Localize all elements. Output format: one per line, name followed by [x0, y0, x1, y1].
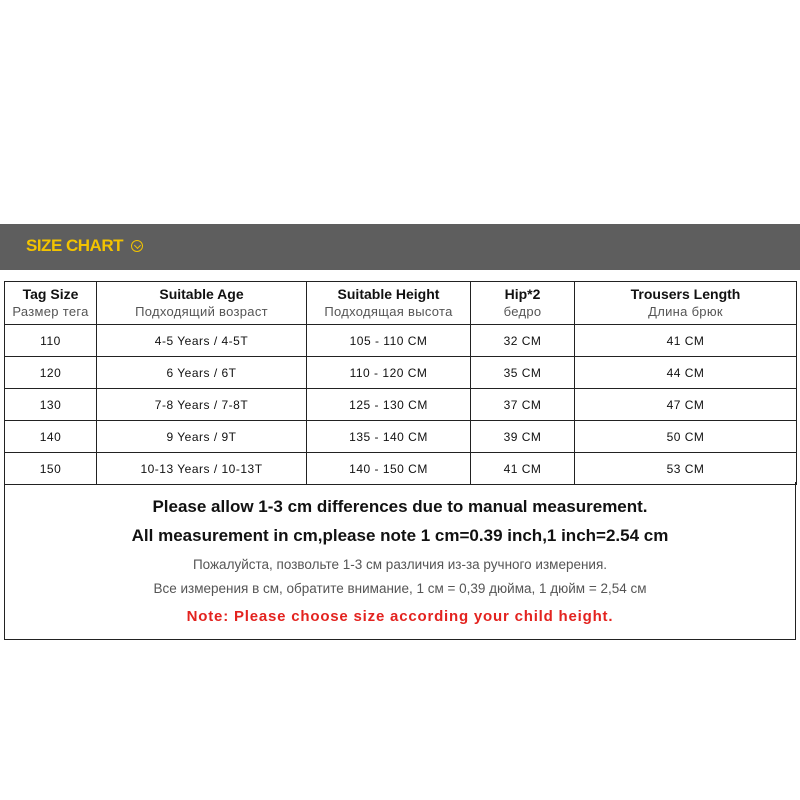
- header-suitable-height: [307, 282, 471, 325]
- header-hip: [471, 282, 575, 325]
- cell-length: 47 CM: [575, 389, 797, 421]
- cell-length: 44 CM: [575, 357, 797, 389]
- note-conversion: All measurement in cm,please note 1 cm=0.39 inch,1 inch=2.54 cm: [131, 526, 669, 545]
- cell-age: 6 Years / 6T: [97, 357, 307, 389]
- note-warning: Note: Please choose size according your child height.: [186, 608, 614, 625]
- table-row: [5, 389, 797, 421]
- table-row: [5, 421, 797, 453]
- cell-height: 135 - 140 CM: [307, 421, 471, 453]
- cell-height: 110 - 120 CM: [307, 357, 471, 389]
- cell-height: 140 - 150 CM: [307, 453, 471, 485]
- header-label-ru: Подходящий возраст: [135, 304, 268, 319]
- cell-length: 50 CM: [575, 421, 797, 453]
- note-conversion-ru: Все измерения в см, обратите внимание, 1 см = 0,39 дюйма, 1 дюйм = 2,54 см: [153, 581, 647, 596]
- cell-tag-size: 110: [5, 325, 97, 357]
- cell-length: 53 CM: [575, 453, 797, 485]
- header-suitable-age: [97, 282, 307, 325]
- cell-length: 41 CM: [575, 325, 797, 357]
- header-label: Suitable Height: [337, 286, 440, 302]
- cell-hip: 35 CM: [471, 357, 575, 389]
- cell-age: 7-8 Years / 7-8T: [97, 389, 307, 421]
- notes-box: [4, 482, 796, 640]
- cell-hip: 39 CM: [471, 421, 575, 453]
- header-label-ru: бедро: [503, 304, 542, 319]
- cell-age: 10-13 Years / 10-13T: [97, 453, 307, 485]
- banner-title: SIZE CHART: [26, 236, 123, 255]
- header-trousers-length: [575, 282, 797, 325]
- cell-hip: 32 CM: [471, 325, 575, 357]
- header-label: Tag Size: [22, 286, 79, 302]
- cell-age: 4-5 Years / 4-5T: [97, 325, 307, 357]
- cell-tag-size: 120: [5, 357, 97, 389]
- note-allowance-ru: Пожалуйста, позвольте 1-3 см различия из-за ручного измерения.: [192, 557, 608, 572]
- cell-tag-size: 140: [5, 421, 97, 453]
- table-row: [5, 357, 797, 389]
- cell-hip: 41 CM: [471, 453, 575, 485]
- size-table: [4, 281, 797, 485]
- cell-height: 105 - 110 CM: [307, 325, 471, 357]
- header-label-ru: Длина брюк: [648, 304, 723, 319]
- header-label: Suitable Age: [159, 286, 244, 302]
- header-label: Trousers Length: [630, 286, 741, 302]
- cell-age: 9 Years / 9T: [97, 421, 307, 453]
- size-chart-banner: [0, 224, 800, 270]
- header-label-ru: Подходящая высота: [324, 304, 453, 319]
- size-table-wrap: [4, 281, 796, 485]
- cell-hip: 37 CM: [471, 389, 575, 421]
- header-label: Hip*2: [504, 286, 541, 302]
- cell-tag-size: 130: [5, 389, 97, 421]
- chevron-circle-icon: [131, 240, 143, 252]
- header-tag-size: [5, 282, 97, 325]
- table-row: [5, 453, 797, 485]
- table-row: [5, 325, 797, 357]
- cell-tag-size: 150: [5, 453, 97, 485]
- cell-height: 125 - 130 CM: [307, 389, 471, 421]
- table-header-row: [5, 282, 797, 325]
- header-label-ru: Размер тега: [12, 304, 89, 319]
- note-allowance: Please allow 1-3 cm differences due to manual measurement.: [152, 497, 648, 516]
